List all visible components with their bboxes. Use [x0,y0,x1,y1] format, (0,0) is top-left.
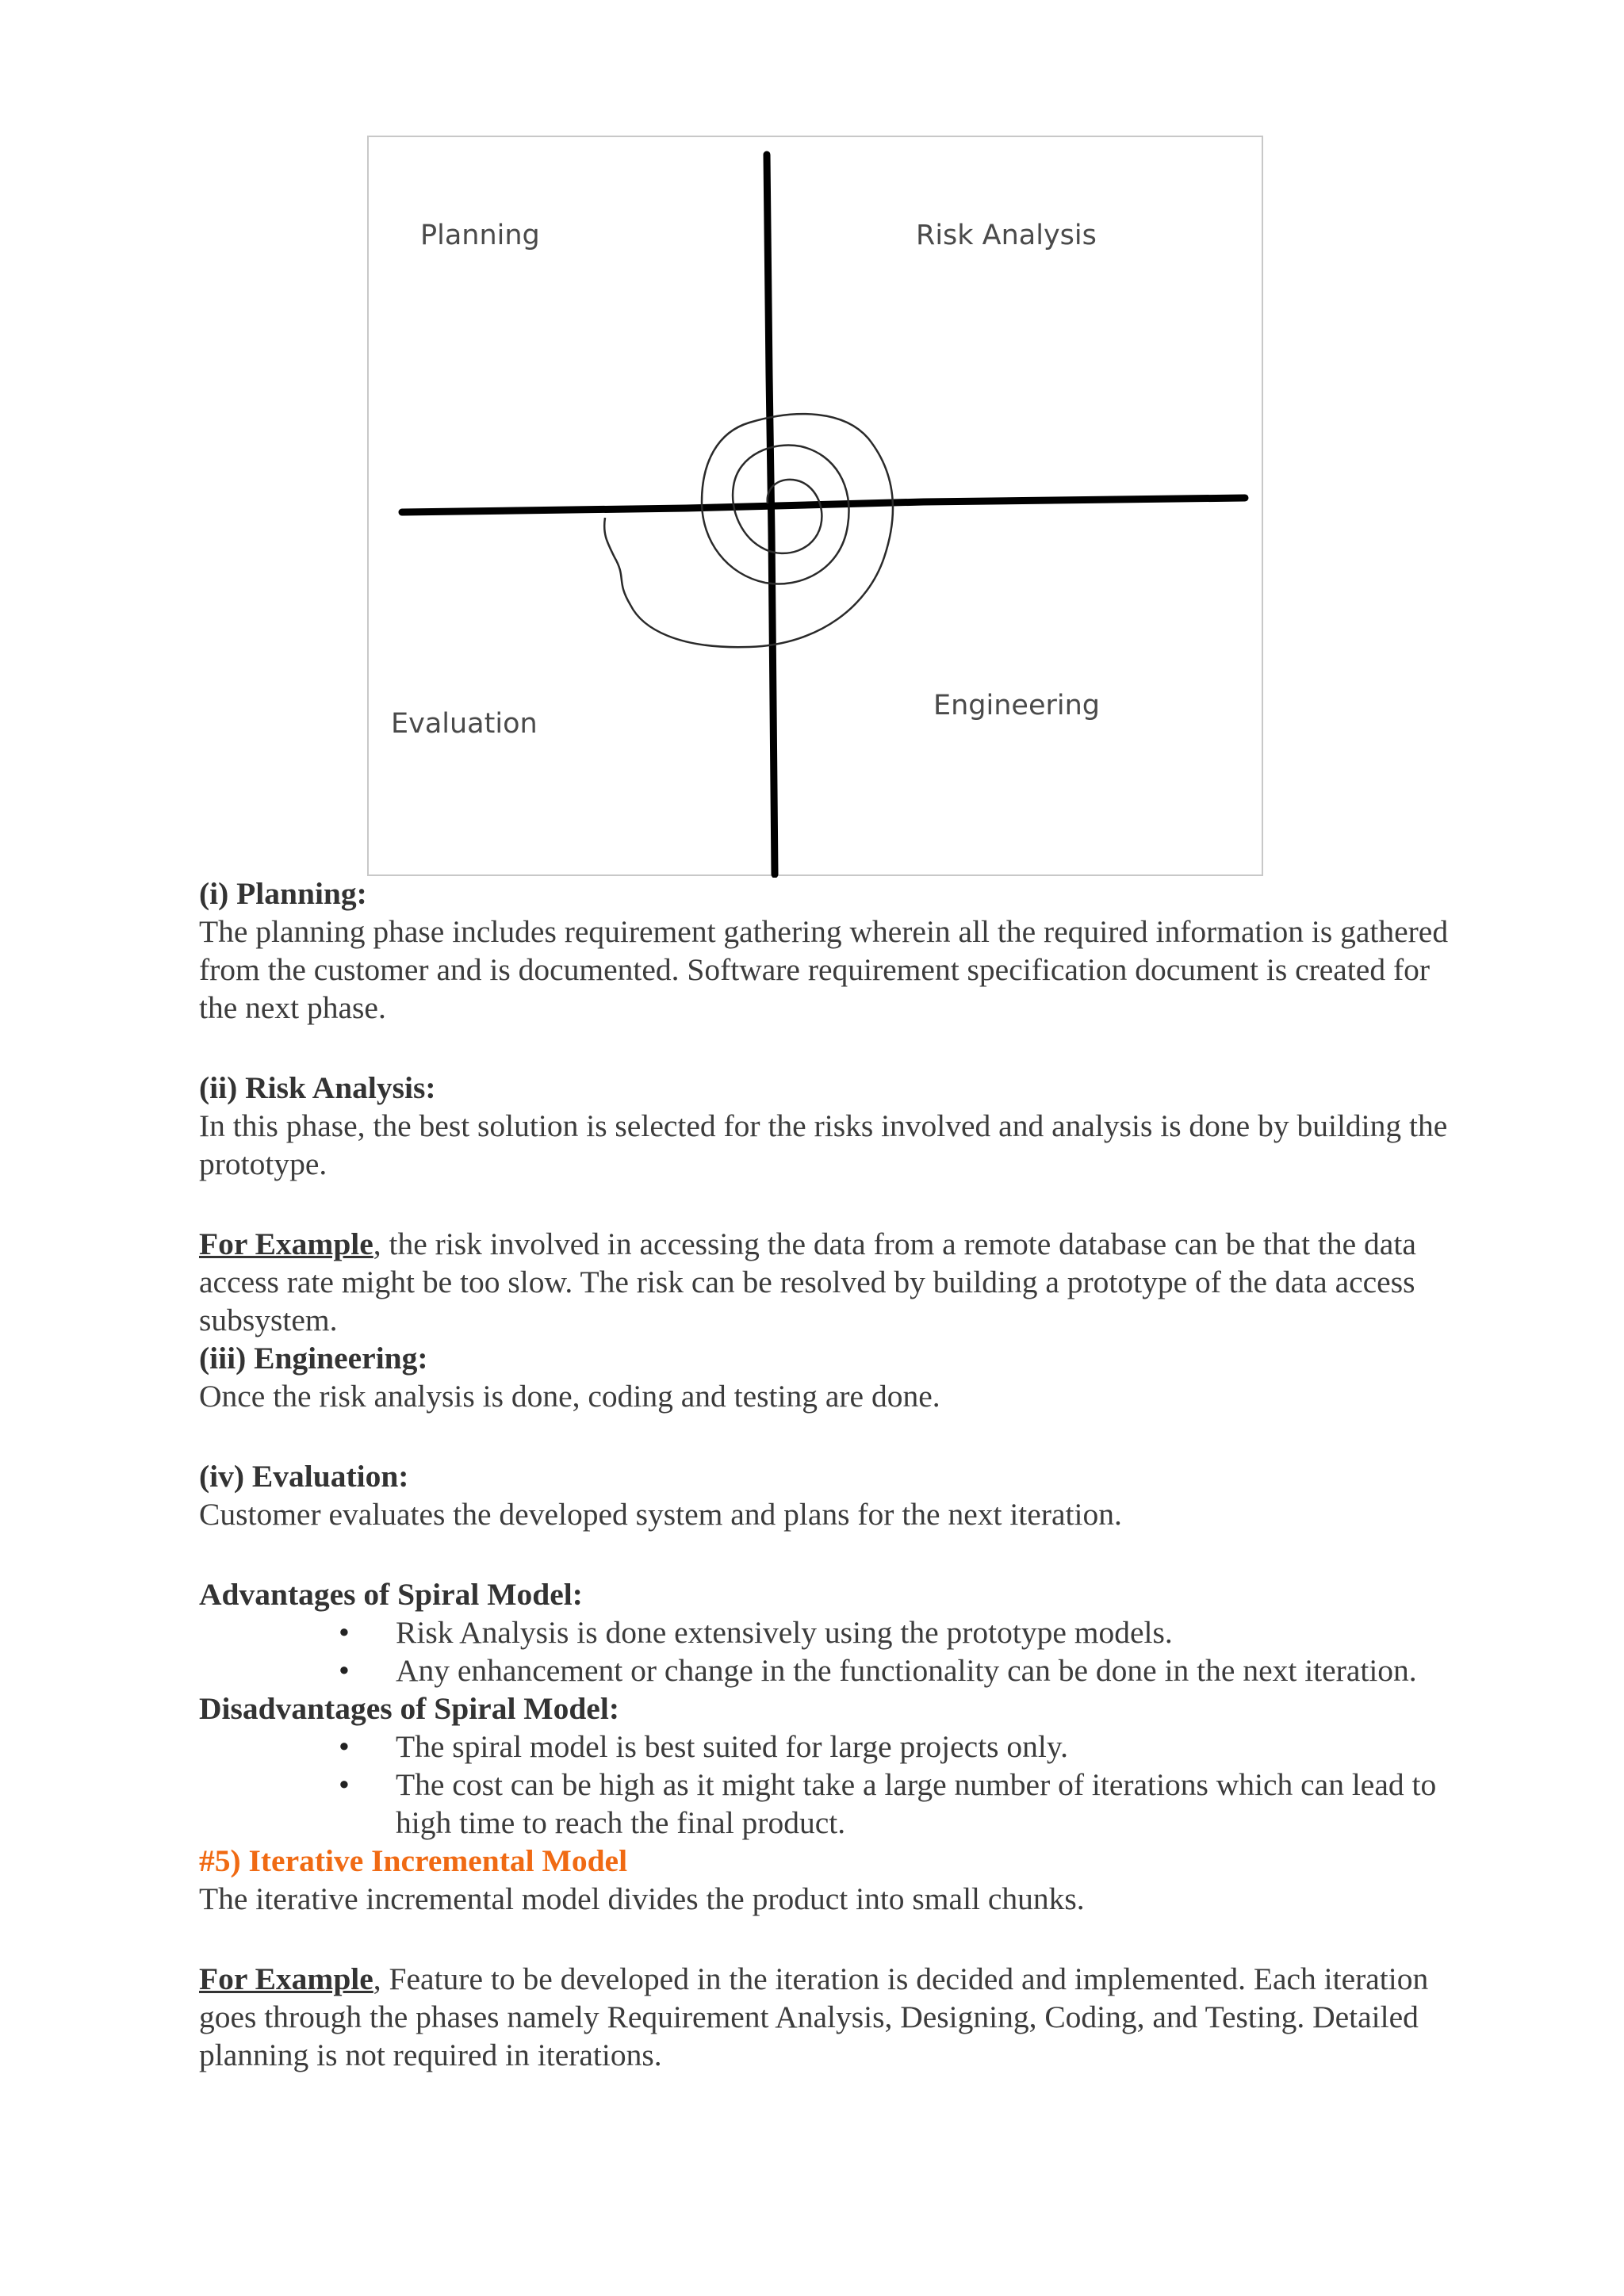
spiral-curve [604,414,893,647]
horizontal-axis [402,498,1245,512]
disadvantages-heading: Disadvantages of Spiral Model: [199,1691,619,1726]
list-item: • Any enhancement or change in the functionality can be done in the next iteration. [199,1651,1452,1689]
disadvantages-list [199,1728,1452,1842]
list-item: • The spiral model is best suited for large projects only. [199,1728,1452,1766]
iterative-model-heading: #5) Iterative Incremental Model [199,1843,628,1878]
planning-heading: (i) Planning: [199,876,367,911]
planning-text: The planning phase includes requirement gathering wherein all the required information is gathered from the customer and is documented. Software requirement specification document is created for the next phase. [199,914,1449,1025]
example-label-1: For Example [199,1226,373,1261]
risk-analysis-label: Risk Analysis [916,220,1097,251]
spiral-model-diagram [367,136,1263,876]
evaluation-label: Evaluation [391,708,538,740]
risk-analysis-text: In this phase, the best solution is selected for the risks involved and analysis is done by building the prototype. [199,1108,1448,1181]
example-paragraph-2 [199,1960,1452,2074]
example-paragraph-1 [199,1225,1452,1339]
iterative-model-text: The iterative incremental model divides the product into small chunks. [199,1881,1085,1916]
risk-analysis-heading: (ii) Risk Analysis: [199,1070,436,1105]
vertical-axis [767,155,775,874]
example-text-2: , Feature to be developed in the iteration is decided and implemented. Each iteration goes through the phases namely Requirement Analysis, Designing, Coding, and Testing. Detailed planning is not required in iterations. [199,1961,1429,2072]
evaluation-heading: (iv) Evaluation: [199,1459,409,1494]
example-label-2: For Example [199,1961,373,1996]
engineering-label: Engineering [933,690,1100,721]
advantages-list [199,1613,1452,1689]
engineering-heading: (iii) Engineering: [199,1341,428,1376]
example-text-1: , the risk involved in accessing the data from a remote database can be that the data access rate might be too slow. The risk can be resolved by building a prototype of the data access subsystem. [199,1226,1416,1337]
list-item: • The cost can be high as it might take a large number of iterations which can lead to high time to reach the final product. [199,1766,1452,1842]
planning-label: Planning [420,220,540,251]
evaluation-text: Customer evaluates the developed system and plans for the next iteration. [199,1497,1122,1532]
document-body [199,874,1452,2074]
advantages-heading: Advantages of Spiral Model: [199,1577,583,1612]
engineering-text: Once the risk analysis is done, coding and testing are done. [199,1379,940,1414]
list-item: • Risk Analysis is done extensively using the prototype models. [199,1613,1452,1651]
